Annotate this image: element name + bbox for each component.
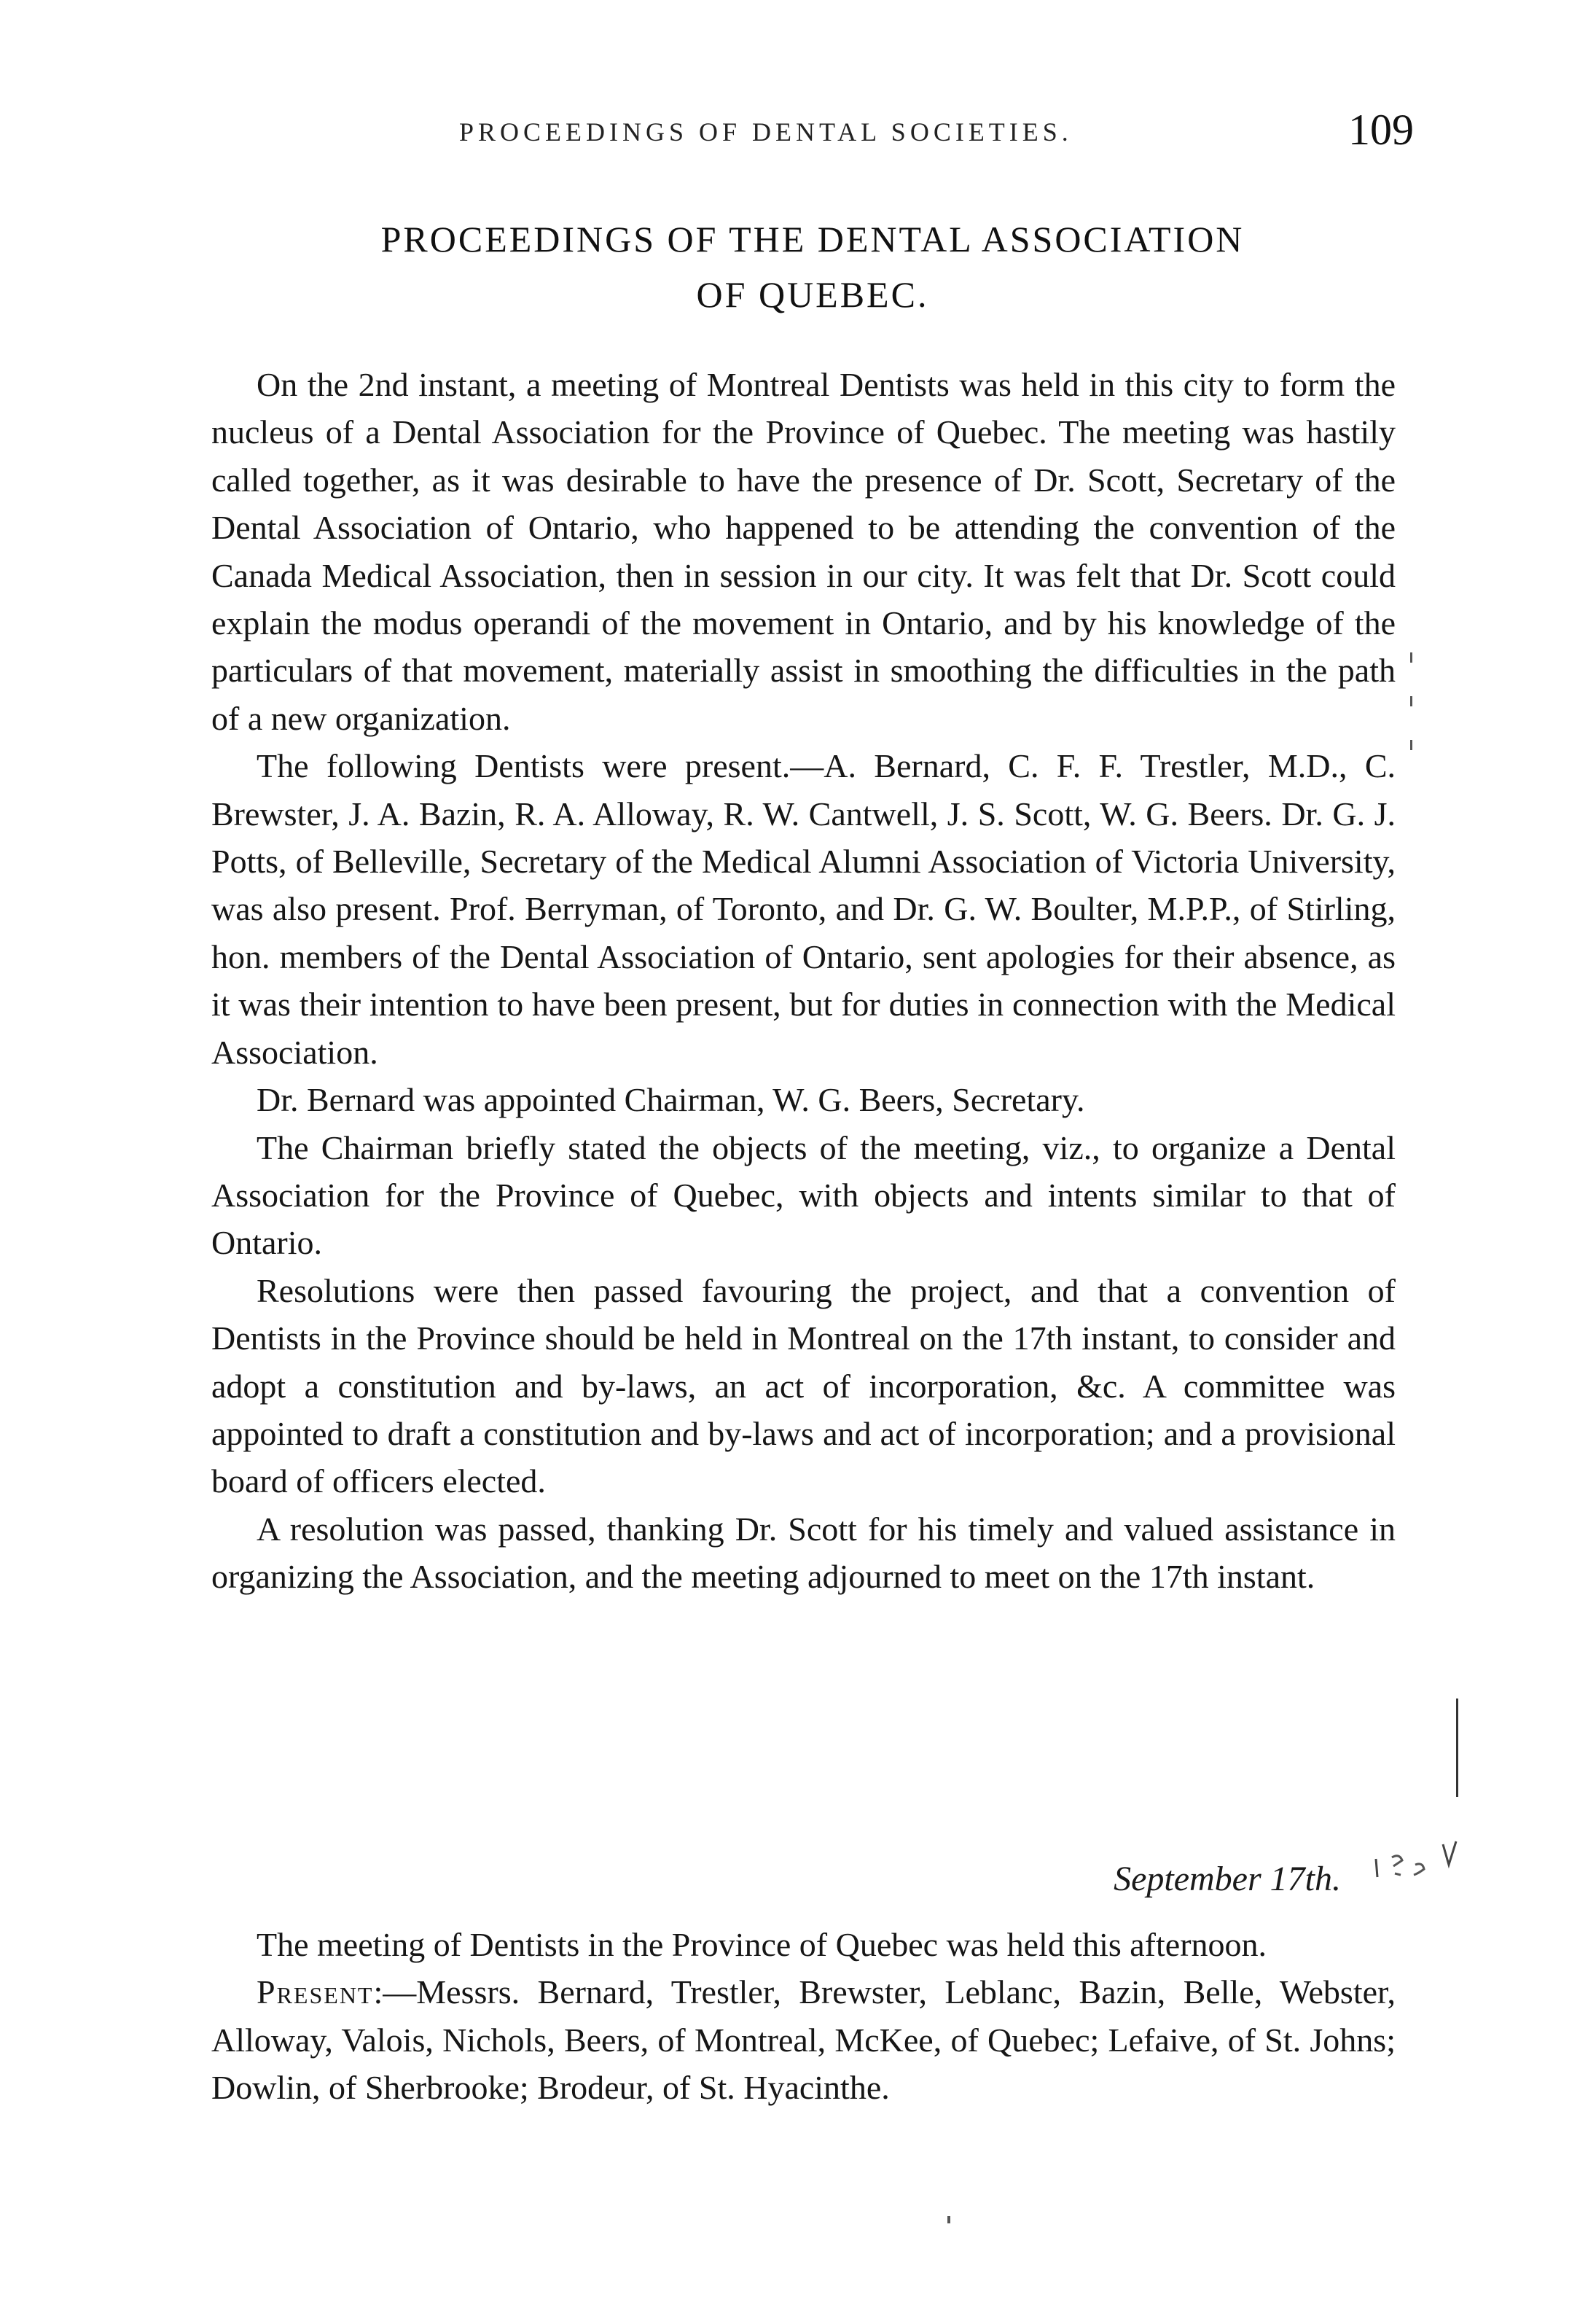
dateline: September 17th.	[1114, 1860, 1341, 1898]
running-title: PROCEEDINGS OF DENTAL SOCIETIES.	[459, 117, 1073, 147]
margin-pencil-bar	[1456, 1699, 1458, 1797]
paragraph-attendees: The following Dentists were present.—A. Bernard, C. F. F. Trestler, M.D., C. Brewster, J. A. Bazin, R. A. Alloway, R. W. Cantwell, J. S. Scott, W. G. Beers. Dr. G. J. Potts, of Belleville, Secretary of the Medical Alumni Association of Victoria University, was also present. Prof. Berryman, of Toronto, and Dr. G. W. Boulter, M.P.P., of Stirling, hon. members of the Dental Association of Ontario, sent apologies for their absence, as it was their intention to have been present, but for duties in connection with the Medical Association.	[211, 747, 1396, 1071]
handwritten-pencil-mark	[1370, 1837, 1465, 1888]
paragraph-afternoon-meeting: The meeting of Dentists in the Province of Quebec was held this afternoon.	[257, 1926, 1267, 1963]
paragraph-chairman: Dr. Bernard was appointed Chairman, W. G. Beers, Secretary.	[257, 1081, 1085, 1119]
paragraph-resolutions: Resolutions were then passed favouring the project, and that a convention of Dentists in the Province should be held in Montreal on the 17th instant, to consider and adopt a constitution and by-laws, an act of incorporation, &c. A committee was appointed to draft a constitution and by-laws and act of incorporation; and a provisional board of officers elected.	[211, 1271, 1396, 1500]
paragraph-first-meeting: On the 2nd instant, a meeting of Montreal Dentists was held in this city to form the nucleus of a Dental Association for the Province of Quebec. The meeting was hastily called together, as it was desirable to have the presence of Dr. Scott, Secretary of the Dental Association of Ontario, who happened to be attending the convention of the Canada Medical Association, then in session in our city. It was felt that Dr. Scott could explain the modus operandi of the movement in Ontario, and by his knowledge of the particulars of that movement, materially assist in smoothing the difficulties in the path of a new organization.	[211, 366, 1396, 737]
article-title-line-1: PROCEEDINGS OF THE DENTAL ASSOCIATION	[380, 219, 1245, 260]
paragraph-thanks: A resolution was passed, thanking Dr. Scott for his timely and valued assistance in organizing the Association, and the meeting adjourned to meet on the 17th instant.	[211, 1510, 1396, 1596]
present-list: :—Messrs. Bernard, Trestler, Brewster, Leblanc, Bazin, Belle, Webster, Alloway, Valois, Nichols, Beers, of Montreal, McKee, of Quebec; Lefaive, of St. Johns; Dowlin, of Sherbrooke; Brodeur, of St. Hyacinthe.	[211, 1973, 1396, 2107]
page-number: 109	[1348, 106, 1414, 154]
article-body	[211, 361, 1396, 1601]
article-title-line-2: OF QUEBEC.	[696, 274, 929, 315]
present-label: Present	[257, 1973, 374, 2011]
article-body-continued	[211, 1921, 1396, 2112]
stray-ink-mark	[947, 2216, 950, 2223]
paragraph-objects: The Chairman briefly stated the objects of the meeting, viz., to organize a Dental Association for the Province of Quebec, with objects and intents similar to that of Ontario.	[211, 1128, 1396, 1262]
running-head	[211, 106, 1414, 160]
margin-pencil-ticks	[1410, 652, 1425, 762]
paragraph-present	[211, 1968, 1396, 2111]
article-title	[211, 211, 1414, 322]
